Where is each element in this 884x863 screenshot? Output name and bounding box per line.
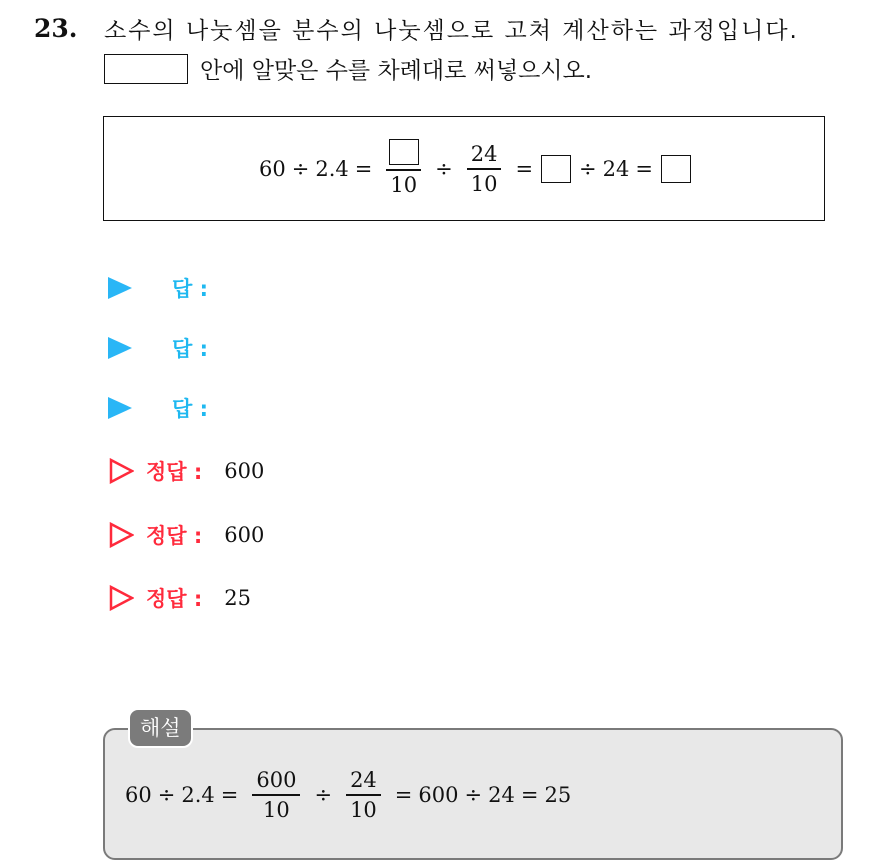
equals-sign: = <box>220 782 239 807</box>
divide-sign: ÷ <box>464 782 483 807</box>
equals-sign: = <box>515 156 534 181</box>
question-text-line2 <box>104 52 592 85</box>
solution-step-divisor: 24 <box>488 782 515 807</box>
solution-fraction-2 <box>346 766 381 824</box>
divide-sign: ÷ <box>579 156 597 181</box>
divide-sign: ÷ <box>314 782 333 807</box>
answer-row-3[interactable] <box>108 390 208 426</box>
equals-sign: = <box>354 156 373 181</box>
equals-sign: = <box>520 782 539 807</box>
answer-blank-2[interactable] <box>541 155 571 183</box>
solution-tag: 해설 <box>128 708 193 748</box>
fraction-1 <box>386 139 421 199</box>
fraction-2-denominator: 10 <box>470 171 498 196</box>
question-number: 23. <box>34 14 78 43</box>
answer-row-1[interactable] <box>108 270 208 306</box>
solution-fraction-2-numerator: 24 <box>350 768 377 792</box>
outline-triangle-icon <box>108 458 134 484</box>
problem-expression <box>259 139 693 199</box>
correct-answer-value: 600 <box>224 523 265 547</box>
divisor-2: 24 <box>602 156 630 181</box>
correct-answer-value: 25 <box>224 586 252 610</box>
answer-label: 답 : <box>172 337 208 361</box>
correct-answer-row-1 <box>108 453 264 489</box>
question-text-line1: 소수의 나눗셈을 분수의 나눗셈으로 고쳐 계산하는 과정입니다. <box>104 18 799 44</box>
answer-blank-1[interactable] <box>389 139 419 165</box>
answer-label: 답 : <box>172 397 208 421</box>
solution-fraction-2-denominator: 10 <box>350 797 377 822</box>
solution-result: 25 <box>544 782 572 807</box>
outline-triangle-icon <box>108 522 134 548</box>
fraction-2-numerator: 24 <box>470 142 498 166</box>
solution-divisor: 2.4 <box>181 782 215 807</box>
play-triangle-icon <box>108 337 132 359</box>
divide-sign: ÷ <box>435 156 453 181</box>
answer-label: 답 : <box>172 277 208 301</box>
divide-sign: ÷ <box>157 782 176 807</box>
blank-box-icon <box>104 54 188 84</box>
equals-sign: = <box>394 782 413 807</box>
divide-sign: ÷ <box>291 156 310 181</box>
outline-triangle-icon <box>108 585 134 611</box>
solution-step-dividend: 600 <box>418 782 459 807</box>
play-triangle-icon <box>108 397 132 419</box>
solution-dividend: 60 <box>125 782 152 807</box>
correct-answer-label: 정답 : <box>146 587 203 611</box>
correct-answer-label: 정답 : <box>146 524 203 548</box>
solution-fraction-1 <box>252 766 300 824</box>
play-triangle-icon <box>108 277 132 299</box>
answer-blank-3[interactable] <box>661 155 691 183</box>
solution-fraction-1-numerator: 600 <box>256 768 297 792</box>
dividend: 60 <box>259 156 286 181</box>
solution-expression <box>125 766 571 824</box>
fraction-2 <box>467 140 502 198</box>
correct-answer-row-3 <box>108 580 251 616</box>
correct-answer-label: 정답 : <box>146 460 203 484</box>
answer-row-2[interactable] <box>108 330 208 366</box>
equals-sign: = <box>635 156 653 181</box>
solution-fraction-1-denominator: 10 <box>263 797 290 822</box>
correct-answer-value: 600 <box>224 459 265 483</box>
divisor: 2.4 <box>315 156 349 181</box>
fraction-1-denominator: 10 <box>390 172 418 197</box>
solution-box <box>103 728 843 860</box>
question-text-line2-label: 안에 알맞은 수를 차례대로 써넣으시오. <box>200 58 593 84</box>
correct-answer-row-2 <box>108 517 264 553</box>
problem-box <box>103 116 825 221</box>
